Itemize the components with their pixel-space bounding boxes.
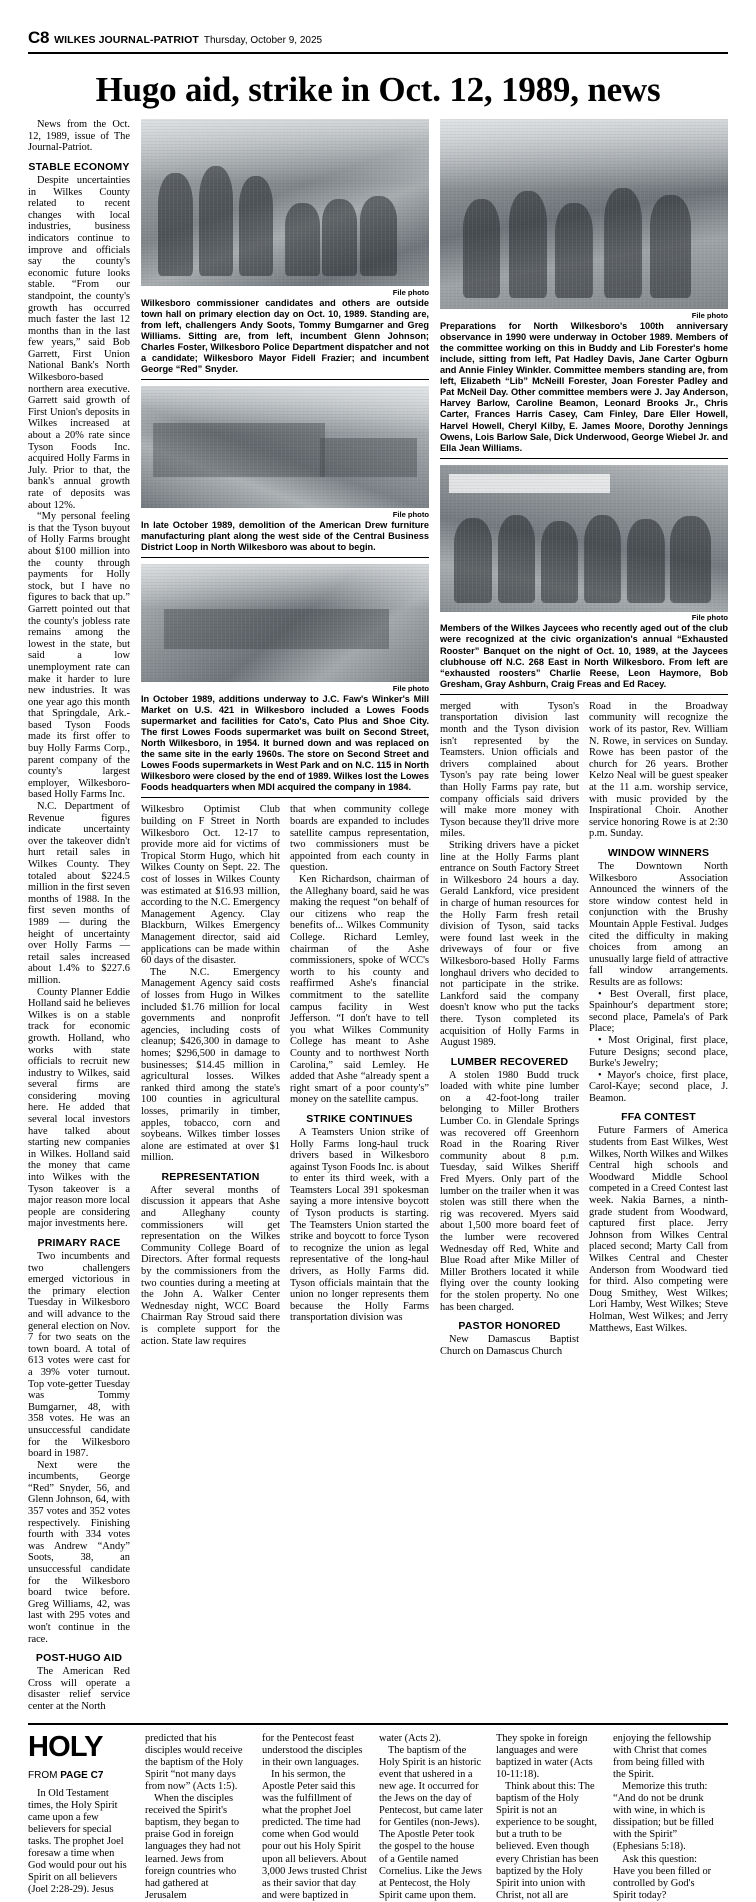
- bullet-item: • Mayor's choice, first place, Carol-Kaye; second place, J. Beamon.: [589, 1069, 728, 1104]
- subhead-lumber-recovered: LUMBER RECOVERED: [450, 1055, 569, 1068]
- photo-credit: File photo: [691, 310, 728, 320]
- jump-from-page: PAGE C7: [60, 1769, 104, 1781]
- paragraph: that when community college boards are expanded to includes satellite campus representation, two commissioners must be appointed from each county in question.: [290, 804, 429, 874]
- jump-column-5: [496, 1733, 602, 1902]
- paragraph: In his sermon, the Apostle Peter said this was the fulfillment of what the prophet Joel predicted. The time had come when God would pour out his Holy Spirit upon all believers. About 3,000 Jews trusted Christ as their savior that day and were baptized in: [262, 1768, 368, 1901]
- photo-wilkesboro-candidates: [141, 119, 429, 286]
- paragraph: They spoke in foreign languages and were baptized in water (Acts 10-11:18).: [496, 1732, 593, 1780]
- photo-caption-wilkesboro-candidates: Wilkesboro commissioner candidates and others are outside town hall on primary election day on Oct. 10, 1989. Standing are, from left, challengers Andy Soots, Tommy Bumgarner and Greg Williams. Sitting are, from left, incumbent Glenn Johnson; Charles Foster, Wilkesboro Police Department dispatcher and not a candidate; Wilkesboro Mayor Fidell Frazier; and incumbent George “Red” Snyder.: [141, 298, 429, 381]
- paragraph: water (Acts 2).: [379, 1732, 442, 1744]
- column-3-right: [589, 701, 728, 1357]
- paragraph: Ask this question: Have you been filled or controlled by God's Spirit today?: [613, 1853, 712, 1901]
- subhead-strike-continues: STRIKE CONTINUES: [306, 1112, 413, 1125]
- photo-grain: [141, 119, 429, 286]
- paragraph: Future Farmers of America students from East Wilkes, West Wilkes, North Wilkes and Wilkes Central high schools and Woodward Middle School competed in a Creed Contest last week. Nakia Barnes, a ninth-grade student from Woodward, captured first place. Jerry Johnson from Wilkes Central placed second; Marty Call from Wilkes Central and Chester Anderson from Woodward tied for third. Also competing were Doug Smithey, West Wilkes; Lori Hamby, West Wilkes; Steve Holman, West Wilkes; and Jerry Matthews, East Wilkes.: [589, 1125, 728, 1334]
- subhead-stable-economy: STABLE ECONOMY: [28, 160, 130, 173]
- photo-winkers-mill: [141, 564, 429, 682]
- page-number: C8: [28, 28, 50, 47]
- paragraph: When the disciples received the Spirit's baptism, they began to praise God in foreign languages they had not learned. Jews from foreign countries who had gathered at Jerusalem: [145, 1793, 241, 1901]
- bullet-item: • Most Original, first place, Future Designs; second place, Burke's Jewelry;: [589, 1034, 728, 1070]
- photo-credit: File photo: [392, 509, 429, 519]
- photo-american-drew: [141, 386, 429, 508]
- paragraph: New Damascus Baptist Church on Damascus Church: [440, 1334, 579, 1357]
- paragraph: A stolen 1980 Budd truck loaded with white pine lumber on a 42-foot-long trailer belonging to Miller Brothers Lumber Co. in Glendale Springs was recovered off Greenhorn Road in the Roaring River community about 8 p.m. Tuesday, said Wilkes Sheriff Fred Myers. Only part of the lumber on the trailer when it was stolen was still there when the rig was recovered. Myers said about 1,500 more board feet of the lumber were recovered Wednesday off Red, White and Blue Road after Mike Miller of Miller Brothers located it while flying over the county looking for the stolen property. No one has been charged.: [440, 1069, 579, 1313]
- column-2-text: [141, 804, 429, 1347]
- column-3-left: [440, 701, 579, 1357]
- jump-column-6: [613, 1733, 719, 1902]
- paragraph: N.C. Department of Revenue figures indicate uncertainty over the takeover didn't hurt retail sales in Wilkes County. They totaled about $224.5 million in the first seven months of 1988. In the first seven months of 1989 — during the height of uncertainty over Holly Farms — retail sales increased about 1.4% to $227.6 million.: [28, 801, 130, 986]
- paragraph: merged with Tyson's transportation division last month and the Tyson division isn't represented by the Teamsters. Union officials and drivers complained about Tyson's pay rate being lower than Holly Farms pay rate, but company officials said drivers will make more money with Tyson because they'll drive more miles.: [440, 700, 579, 840]
- paragraph: Striking drivers have a picket line at the Holly Farms plant entrance on South Factory Street in Wilkesboro 24 hours a day. Gerald Lankford, vice president in charge of human resources for the Holly Farm fresh retail division of Tyson, said tacks were found last week in the driveways of four or five Wilkesboro-based Holly Farms longhaul drivers who decided to not participate in the strike. Lankford said the company doesn't know who put the tacks there. Tyson completed its acquisition of Holly Farms in August 1989.: [440, 840, 579, 1049]
- paragraph: predicted that his disciples would receive the baptism of the Holy Spirit “not many days from now” (Acts 1:5).: [145, 1732, 244, 1792]
- paragraph: Wilkesbro Optimist Club building on F Street in North Wilkesboro Oct. 12-17 to provide more aid for victims of Tropical Storm Hugo, which hit Wilkes County on Sept. 22. The cost of losses in Wilkes County was estimated at $16.93 million, according to the N.C. Emergency Management Agency. Clay Blackburn, Wilkes Emergency Management director, said aid applications can be made within 60 days of the disaster.: [141, 804, 280, 967]
- column-2-right: [290, 804, 429, 1347]
- photo-grain: [141, 564, 429, 682]
- photo-grain: [141, 386, 429, 508]
- jump-continued-from: [28, 1770, 134, 1781]
- issue-date: Thursday, October 9, 2025: [203, 35, 323, 46]
- subhead-representation: REPRESENTATION: [161, 1170, 260, 1183]
- photo-caption-jaycees: Members of the Wilkes Jaycees who recently aged out of the club were recognized at the civic organization's annual “Exhausted Rooster” Banquet on the night of Oct. 10, 1989, at the Jaycees clubhouse off N.C. 268 East in North Wilkesboro. From left are “exhausted roosters” Charlie Reese, Leon Haymore, Bob Gresham, Gray Ashburn, Craig Freas and Ed Racey.: [440, 623, 728, 695]
- photo-credit: File photo: [392, 287, 429, 297]
- jump-from-label: FROM: [28, 1769, 61, 1781]
- paragraph: In Old Testament times, the Holy Spirit came upon a few believers for special tasks. The prophet Joel foresaw a time when God would pour out his Spirit on all believers (Joel 2:28-29). Jesus: [28, 1787, 127, 1896]
- column-2: [141, 119, 429, 1347]
- jump-masthead-column: [28, 1730, 134, 1902]
- bullet-item: • Best Overall, first place, Spainhour's department store; second place, Pamela's of Park Place;: [589, 988, 728, 1035]
- masthead: [28, 0, 728, 54]
- subhead-post-hugo-aid: POST-HUGO AID: [35, 1652, 123, 1665]
- paragraph: enjoying the fellowship with Christ that comes from being filled with the Spirit.: [613, 1732, 712, 1780]
- photo-credit: File photo: [691, 613, 728, 623]
- paragraph: Ken Richardson, chairman of the Alleghany board, said he was making the request “on behalf of our citizens who reap the benefits of... Wilkes Community College. Richard Lemley, chairman of the Ashe commissioners, spoke of WCC's worth to his county and reaffirmed Ashe's financial commitment to the satellite campus facility in West Jefferson. “I don't have to tell you what Wilkes Community College has meant to Ashe County and to northwest North Carolina,” said Lemley. He added that Ashe “already spent a right smart of a poor county's” money on the satellite campus.: [290, 874, 429, 1106]
- paragraph: The N.C. Emergency Management Agency said costs of losses from Hugo in Wilkes included $1.76 million for local governments and nonprofit agencies, including costs of cleanup; $426,300 in damage to homes; $296,500 in damage to businesses; $14.45 million in agricultural losses. Wilkes ranked third among the state's 100 counties in agricultural losses, primarily in timber, apples, tobacco, corn and soybeans. Wilkes timber losses alone are estimated at over $1 million.: [141, 966, 280, 1164]
- paragraph: Two incumbents and two challengers emerged victorious in the primary election Tuesday in Wilkesboro and will advance to the general election on Nov. 7 for two seats on the town board. A total of 613 votes were cast for a 39% voter turnout. Top vote-getter Tuesday was Tommy Bumgarner, 48, with 358 votes. He was an unsuccessful candidate for the Wilkesboro board in 1987.: [28, 1251, 130, 1460]
- paper-name: WILKES JOURNAL-PATRIOT: [54, 34, 199, 46]
- paragraph: Despite uncertainties in Wilkes County related to recent changes with local industries, business indicators continue to improve and officials say the county's economic future looks stable. “From our standpoint, the county's growth has occurred much faster the last 12 months than in the last few years,” said Bob Garrett, First Union National Bank's North Wilkesboro-based northern area executive. Garrett said growth of First Union's deposits in Wilkes increased at about a 20% rate since Tyson Foods Inc. acquired Holly Farms in July. Prior to that, the bank's annual growth rate of deposits was about 12%.: [28, 174, 130, 511]
- jump-column-2: [145, 1733, 251, 1902]
- photo-grain: [440, 465, 728, 612]
- paragraph: The baptism of the Holy Spirit is an historic event that ushered in a new age. It occurred for the Jews on the day of Pentecost, but came later for Gentiles (non-Jews). The Apostle Peter took the gospel to the house of a Gentile named Cornelius. Like the Jews at Pentecost, the Holy Spirit came upon them.: [379, 1744, 483, 1901]
- photo-caption-american-drew: In late October 1989, demolition of the American Drew furniture manufacturing plant along the west side of the Central Business District Loop in North Wilkesboro was about to begin.: [141, 520, 429, 558]
- paragraph: Think about this: The baptism of the Holy Spirit is not an experience to be sought, but a truth to be believed. Even though every Christian has been baptized by the Holy Spirit into union with Christ, not all are: [496, 1780, 599, 1901]
- photo-caption-anniversary-committee: Preparations for North Wilkesboro's 100th anniversary observance in 1990 were underway in October 1989. Members of the committee working on this in Buddy and Lib Forester's home include, sitting from left, Pat Hadley Davis, Jane Carter Ogburn and Annie Finley Winkler. Committee members standing are, from left, Elizabeth “Lib” McNeill Forester, Joan Forester Padley and Pat McNeil Day. Other committee members were J. Jay Anderson, Harvey Barlow, Caroline Beamon, Leonard Brooks Jr., Chris Carter, Frances Harris Casey, Cam Finley, Dare Eller Howell, Harvel Howell, Cheryl Kilby, E. James Moore, Dorothy Jennings Owens, Lois Barlow Sale, Dick Underwood, George Wiebel Jr. and Ella Jean Williams.: [440, 321, 728, 459]
- paragraph: “My personal feeling is that the Tyson buyout of Holly Farms brought about $100 million into the county through payments for Holly stock, but I have no figures to back that up.” Garrett pointed out that the county's jobless rate remains among the lowest in the state, but said a low unemployment rate can make it harder to lure new industries. It was one year ago this month that Springdale, Ark.-based Tyson Foods made its first offer to buy Holly Farms Corp., parent company of the county's largest employer, Wilkesboro-based Holly Farms Inc.: [28, 511, 130, 801]
- column-3: [440, 119, 728, 1357]
- jump-column-4: [379, 1733, 485, 1902]
- column-1: [28, 119, 130, 1712]
- paragraph: After several months of discussion it appears that Ashe and Alleghany county commissioners will get representation on the Wilkes Community College Board of Directors. After formal requests by the commissioners from the two counties during a meeting at the John A. Walker Center Wednesday night, WCC Board Chairman Ray Stroud said there is complete support for the action. State law requires: [141, 1184, 280, 1347]
- photo-credit: File photo: [392, 683, 429, 693]
- subhead-primary-race: PRIMARY RACE: [37, 1237, 121, 1249]
- jump-title: HOLY: [28, 1730, 103, 1763]
- column-2-left: [141, 804, 280, 1347]
- photo-jaycees: [440, 465, 728, 612]
- paragraph: The American Red Cross will operate a disaster relief service center at the North: [28, 1666, 130, 1712]
- subhead-ffa-contest: FFA CONTEST: [621, 1111, 696, 1124]
- subhead-pastor-honored: PASTOR HONORED: [458, 1320, 561, 1333]
- paragraph: for the Pentecost feast understood the disciples in their own languages.: [262, 1732, 363, 1768]
- main-columns: [28, 119, 728, 1712]
- subhead-window-winners: WINDOW WINNERS: [607, 847, 710, 859]
- paragraph: Next were the incumbents, George “Red” Snyder, 56, and Glenn Johnson, 64, with 357 votes and 352 votes respectively. Finishing fourth with 334 votes was Andrew “Andy” Soots, 38, an unsuccessful candidate for the Wilkesboro board twice before. Greg Williams, 42, was last with 295 votes and won't continue in the race.: [28, 1459, 130, 1645]
- jump-column-3: [262, 1733, 368, 1902]
- intro-paragraph: News from the Oct. 12, 1989, issue of The Journal-Patriot.: [28, 119, 130, 154]
- paragraph: Road in the Broadway community will recognize the work of its pastor, Rev. William N. Rowe, in services on Sunday. Rowe has been pastor of the church for 26 years. Brother Kelzo Neal will be guest speaker at the 11 a.m. worship service, with music provided by the Inspirational Choir. Another service honoring Rowe is at 2:30 p.m. Sunday.: [589, 700, 728, 840]
- jump-section: [28, 1725, 728, 1902]
- column-3-text: [440, 701, 728, 1357]
- paragraph: A Teamsters Union strike of Holly Farms long-haul truck drivers based in Wilkesboro against Tyson Foods Inc. is about to enter its third week, with a Teamsters Local 391 spokesman saying a more intensive boycott of Tyson products is starting. The Teamsters Union started the strike and boycott to force Tyson to recognize the union as legal representative of the long-haul drivers, as Holly Farms did. Tyson officials maintain that the union no longer represents them because the Holly Farms transportation division was: [290, 1126, 429, 1324]
- paragraph: Memorize this truth: “And do not be drunk with wine, in which is dissipation; but be filled with the Spirit” (Ephesians 5:18).: [613, 1780, 714, 1853]
- page-headline: Hugo aid, strike in Oct. 12, 1989, news: [95, 70, 661, 109]
- photo-grain: [440, 119, 728, 309]
- paragraph: County Planner Eddie Holland said he believes Wilkes is on a stable track for economic growth. Holland, who works with state officials to recruit new industry to Wilkes, said several firms are considering moving here. He added that several local investors have talked about starting new companies in Wilkes. Holland said the money that came into Wilkes with the Tyson takeover is a major reason more local people are considering major investments here.: [28, 986, 130, 1230]
- photo-anniversary-committee: [440, 119, 728, 309]
- paragraph: The Downtown North Wilkesboro Association Announced the winners of the store window contest held in conjunction with the Brushy Mountain Apple Festival. Judges cited the difficulty in making choices from among an unusually large field of attractive fall window arrangements. Results are as follows:: [589, 861, 728, 988]
- photo-caption-winkers-mill: In October 1989, additions underway to J.C. Faw's Winker's Mill Market on U.S. 421 in Wilkesboro included a Lowes Foods supermarket and facilities for Cato's, Cato Plus and Shoe City. The first Lowes Foods supermarket was built on Second Street, North Wilkesboro, in 1954. It burned down and was replaced on the same site in the early 1960s. The store on Second Street and Lowes Foods supermarkets in West Park and on N.C. 115 in North Wilkesboro were closed by the end of 1989. Wilkes lost the Lowes Foods headquarters when MDI acquired the company in 1984.: [141, 694, 429, 799]
